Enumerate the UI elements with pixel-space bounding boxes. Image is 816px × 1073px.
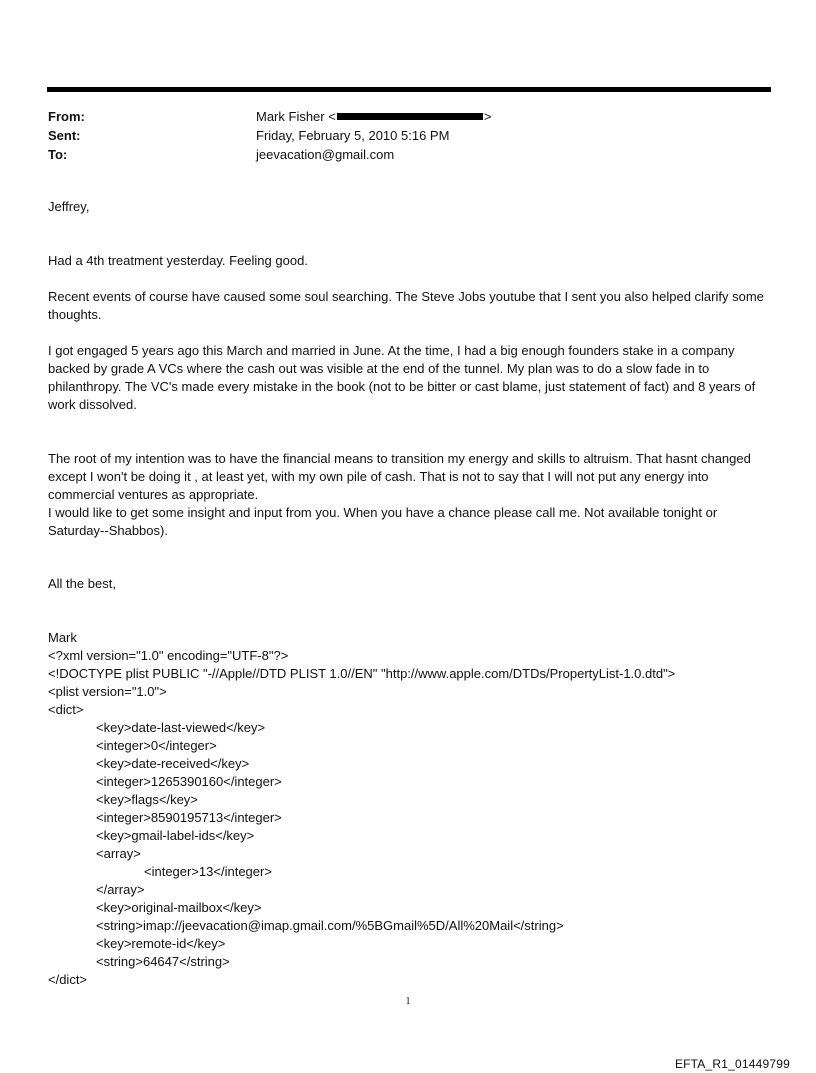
from-value bbox=[256, 107, 768, 126]
xml-line: <array> bbox=[96, 846, 141, 861]
xml-line: <string>64647</string> bbox=[96, 954, 230, 969]
signature: Mark bbox=[48, 630, 77, 645]
xml-line: <key>date-last-viewed</key> bbox=[96, 720, 266, 735]
to-value: jeevacation@gmail.com bbox=[256, 147, 395, 162]
closing: All the best, bbox=[48, 576, 116, 591]
sent-value: Friday, February 5, 2010 5:16 PM bbox=[256, 128, 450, 143]
xml-line: </array> bbox=[96, 882, 145, 897]
xml-line: <key>gmail-label-ids</key> bbox=[96, 828, 255, 843]
xml-line: <?xml version="1.0" encoding="UTF-8"?> bbox=[48, 648, 289, 663]
xml-line: <string>imap://jeevacation@imap.gmail.com/%5BGmail%5D/All%20Mail</string> bbox=[96, 918, 564, 933]
from-name: Mark Fisher < bbox=[256, 109, 336, 124]
xml-line: <key>original-mailbox</key> bbox=[96, 900, 262, 915]
from-label: From: bbox=[48, 109, 85, 124]
xml-line: <dict> bbox=[48, 702, 84, 717]
to-label: To: bbox=[48, 147, 68, 162]
sent-label: Sent: bbox=[48, 128, 81, 143]
xml-line: <integer>1265390160</integer> bbox=[96, 774, 282, 789]
redaction-bar bbox=[337, 113, 483, 120]
xml-line: </dict> bbox=[48, 972, 88, 987]
from-row bbox=[48, 107, 768, 126]
sent-row bbox=[48, 126, 768, 145]
xml-line: <!DOCTYPE plist PUBLIC "-//Apple//DTD PLIST 1.0//EN" "http://www.apple.com/DTDs/PropertyList-1.0.dtd"> bbox=[48, 666, 676, 681]
to-row bbox=[48, 145, 768, 164]
xml-line: <plist version="1.0"> bbox=[48, 684, 167, 699]
xml-line: <integer>8590195713</integer> bbox=[96, 810, 282, 825]
xml-line: <key>flags</key> bbox=[96, 792, 198, 807]
greeting: Jeffrey, bbox=[48, 199, 90, 214]
email-header bbox=[48, 107, 768, 164]
xml-line: <key>remote-id</key> bbox=[96, 936, 226, 951]
paragraph-4: The root of my intention was to have the financial means to transition my energy and skills to altruism. That hasnt changed except I won't be doing it , at least yet, with my own pile of cash. That is not to say that I will not put any energy into commercial ventures as appropriate. bbox=[48, 451, 751, 502]
xml-line: <key>date-received</key> bbox=[96, 756, 250, 771]
document-id: EFTA_R1_01449799 bbox=[674, 1057, 790, 1071]
paragraph-5: I would like to get some insight and input from you. When you have a chance please call me. Not available tonight or Saturday--Shabbos). bbox=[48, 505, 718, 538]
plist-xml bbox=[48, 647, 788, 989]
paragraph-1: Had a 4th treatment yesterday. Feeling good. bbox=[48, 253, 308, 268]
paragraph-2: Recent events of course have caused some soul searching. The Steve Jobs youtube that I sent you also helped clarify some thoughts. bbox=[48, 289, 764, 322]
paragraph-3: I got engaged 5 years ago this March and married in June. At the time, I had a big enough founders stake in a company backed by grade A VCs where the cash out was visible at the end of the tunnel. My plan was to do a slow fade in to philanthropy. The VC's made every mistake in the book (not to be bitter or cast blame, just statement of fact) and 8 years of work dissolved. bbox=[48, 343, 756, 412]
xml-line: <integer>13</integer> bbox=[144, 864, 272, 879]
xml-line: <integer>0</integer> bbox=[96, 738, 217, 753]
header-rule bbox=[47, 87, 771, 92]
page-number: 1 bbox=[405, 996, 411, 1007]
from-suffix: > bbox=[483, 109, 492, 124]
